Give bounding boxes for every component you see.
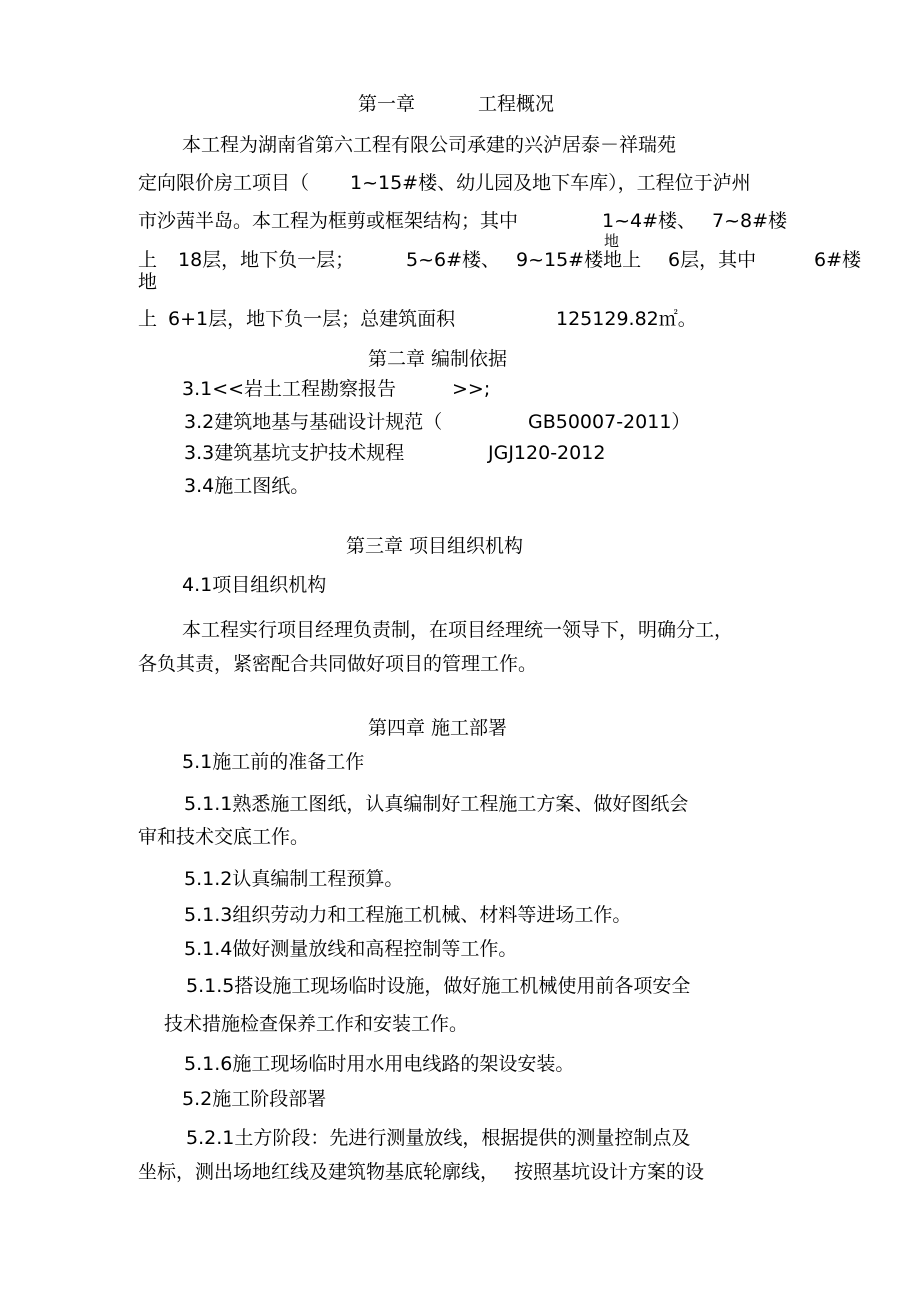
paragraph-line: 6#楼 — [814, 249, 862, 271]
paragraph-line: 上 — [138, 308, 158, 330]
paragraph-line: 各负其责，紧密配合共同做好项目的管理工作。 — [138, 653, 538, 675]
paragraph-line: 6层，其中 — [668, 249, 757, 271]
paragraph-line: 5.2.1土方阶段：先进行测量放线，根据提供的测量控制点及 — [186, 1127, 691, 1149]
chapter-2-title: 第二章 编制依据 — [368, 348, 508, 370]
paragraph-line: 5.1.5搭设施工现场临时设施，做好施工机械使用前各项安全 — [186, 975, 691, 997]
list-item: 3.1<<岩土工程勘察报告 — [182, 378, 397, 400]
chapter-3-title: 第三章 项目组织机构 — [346, 535, 524, 557]
paragraph-line: 市沙茜半岛。本工程为框剪或框架结构；其中 — [138, 210, 519, 232]
paragraph-line: 本工程为湖南省第六工程有限公司承建的兴泸居泰－祥瑞苑 — [182, 134, 677, 156]
chapter-1-title-text: 工程概况 — [478, 93, 555, 115]
list-item: 3.3建筑基坑支护技术规程 — [184, 442, 405, 464]
paragraph-fragment: 地 — [138, 271, 158, 293]
paragraph-line: 技术措施检查保养工作和安装工作。 — [164, 1013, 469, 1035]
paragraph-line: 5.1.6施工现场临时用水用电线路的架设安装。 — [184, 1053, 575, 1075]
paragraph-line: 5.1.2认真编制工程预算。 — [184, 868, 404, 890]
section-heading: 5.2施工阶段部署 — [182, 1088, 327, 1110]
paragraph-line: 7~8#楼 — [712, 210, 788, 232]
paragraph-line: 1~4#楼、 — [602, 210, 697, 232]
section-heading: 5.1施工前的准备工作 — [182, 751, 365, 773]
paragraph-line: 1~15#楼、幼儿园及地下车库），工程位于泸州 — [350, 172, 751, 194]
paragraph-line: 5.1.3组织劳动力和工程施工机械、材料等进场工作。 — [184, 904, 632, 926]
paragraph-line: 5~6#楼、 — [406, 249, 501, 271]
list-item: JGJ120-2012 — [488, 442, 606, 464]
paragraph-line: 按照基坑设计方案的设 — [514, 1161, 705, 1183]
paragraph-line: 5.1.4做好测量放线和高程控制等工作。 — [184, 938, 518, 960]
list-item: 3.4施工图纸。 — [184, 475, 310, 497]
list-item: GB50007-2011） — [528, 411, 691, 433]
paragraph-line: 18层，地下负一层； — [178, 249, 355, 271]
section-heading: 4.1项目组织机构 — [182, 574, 327, 596]
paragraph-line: 9~15#楼地上 — [516, 249, 642, 271]
paragraph-line: 125129.82㎡。 — [556, 308, 697, 330]
paragraph-line: 坐标，测出场地红线及建筑物基底轮廓线， — [138, 1161, 500, 1183]
paragraph-line: 审和技术交底工作。 — [138, 826, 310, 848]
list-item: 3.2建筑地基与基础设计规范（ — [184, 411, 443, 433]
paragraph-line: 本工程实行项目经理负责制，在项目经理统一领导下，明确分工， — [182, 619, 734, 641]
paragraph-line: 6+1层，地下负一层；总建筑面积 — [168, 308, 456, 330]
chapter-4-title: 第四章 施工部署 — [368, 717, 508, 739]
paragraph-line: 5.1.1熟悉施工图纸，认真编制好工程施工方案、做好图纸会 — [184, 793, 689, 815]
paragraph-line: 定向限价房工项目（ — [138, 172, 310, 194]
paragraph-fragment: 地 — [604, 232, 620, 250]
list-item: >>; — [452, 378, 491, 400]
paragraph-line: 上 — [138, 249, 158, 271]
chapter-1-title-number: 第一章 — [358, 93, 416, 115]
